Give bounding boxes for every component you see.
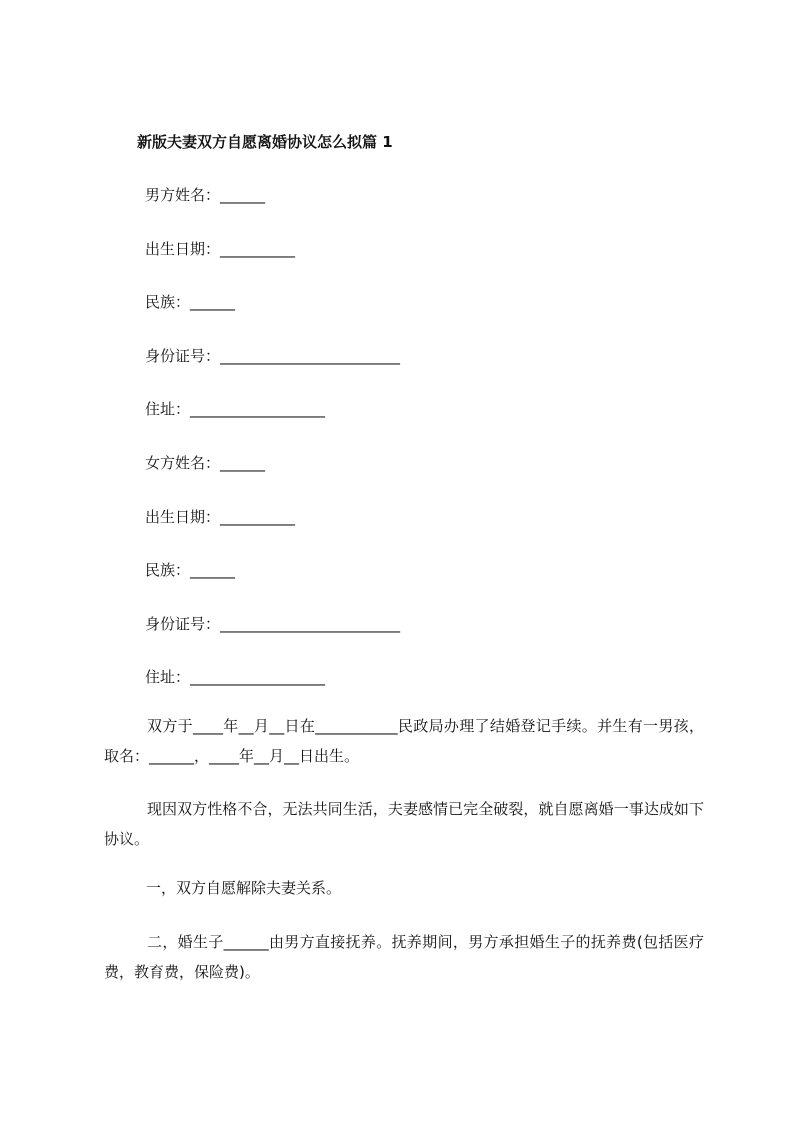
male-name-field: 男方姓名：______ [145,186,266,204]
male-address-field: 住址：__________________ [145,400,326,418]
marriage-paragraph: 双方于____年__月__日在___________民政局办理了结婚登记手续。并生有一男孩，取名：______，____年__月__日出生。 [104,717,704,765]
clause-two: 二，婚生子______由男方直接抚养。抚养期间，男方承担婚生子的抚养费(包括医疗费，教育费，保险费)。 [104,933,704,981]
male-id-number-field: 身份证号：________________________ [145,347,401,365]
document-title: 新版夫妻双方自愿离婚协议怎么拟篇 1 [137,133,393,151]
reason-paragraph: 现因双方性格不合，无法共同生活，夫妻感情已完全破裂，就自愿离婚一事达成如下协议。 [104,800,704,848]
female-ethnicity-field: 民族：______ [145,561,236,579]
female-address-field: 住址：__________________ [145,668,326,686]
female-name-field: 女方姓名：______ [145,454,266,472]
female-birthdate-field: 出生日期：__________ [145,508,296,526]
male-birthdate-field: 出生日期：__________ [145,240,296,258]
clause-one: 一，双方自愿解除夫妻关系。 [146,879,342,897]
male-ethnicity-field: 民族：______ [145,293,236,311]
female-id-number-field: 身份证号：________________________ [145,615,401,633]
